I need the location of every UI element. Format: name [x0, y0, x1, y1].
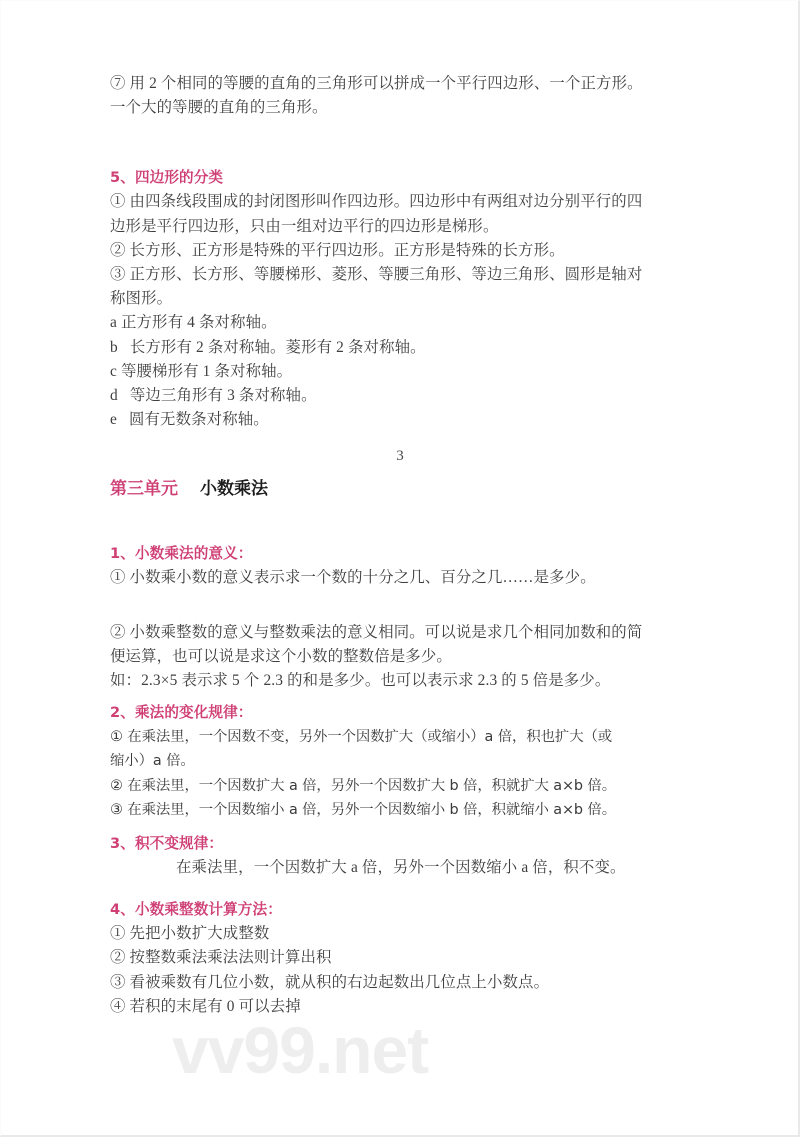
section-heading-1: 1、小数乘法的意义： — [110, 545, 253, 563]
paragraph-line: ② 长方形、正方形是特殊的平行四边形。正方形是特殊的长方形。 — [110, 241, 565, 259]
spacer — [110, 693, 690, 701]
unit-heading-title: 小数乘法 — [200, 479, 268, 500]
paragraph-line: a 正方形有 4 条对称轴。 — [110, 314, 277, 332]
section-heading-2: 2、乘法的变化规律： — [110, 704, 253, 722]
spacer — [110, 432, 690, 446]
paragraph-line: 缩小）a 倍。 — [110, 753, 195, 770]
spacer — [110, 502, 690, 542]
paragraph-line: ① 由四条线段围成的封闭图形叫作四边形。四边形中有两组对边分别平行的四 — [110, 193, 643, 211]
page-number: 3 — [396, 448, 404, 465]
paragraph-line: ③ 在乘法里，一个因数缩小 a 倍，另外一个因数缩小 b 倍，积就缩小 a×b 倍。 — [110, 801, 617, 818]
spacer — [110, 822, 690, 832]
spacer — [110, 591, 690, 621]
paragraph-line: ① 先把小数扩大成整数 — [110, 925, 270, 943]
document-content — [110, 72, 690, 1019]
paragraph-line: e 圆有无数条对称轴。 — [110, 411, 269, 429]
paragraph-line: ② 在乘法里，一个因数扩大 a 倍，另外一个因数扩大 b 倍，积就扩大 a×b 倍。 — [110, 777, 617, 794]
paragraph-line: 在乘法里，一个因数扩大 a 倍，另外一个因数缩小 a 倍，积不变。 — [176, 859, 626, 877]
paragraph-line: ① 在乘法里，一个因数不变，另外一个因数扩大（或缩小）a 倍，积也扩大（或 — [110, 729, 613, 746]
paragraph-line: b 长方形有 2 条对称轴。菱形有 2 条对称轴。 — [110, 338, 426, 356]
paragraph-line: ③ 正方形、长方形、等腰梯形、菱形、等腰三角形、等边三角形、圆形是轴对 — [110, 266, 643, 284]
unit-heading-label: 第三单元 — [110, 479, 178, 500]
paragraph-line: 称图形。 — [110, 290, 173, 308]
spacer — [110, 880, 690, 898]
section-heading-4: 4、小数乘整数计算方法： — [110, 901, 282, 919]
paragraph-line: c 等腰梯形有 1 条对称轴。 — [110, 362, 293, 380]
paragraph-line: 一个大的等腰的直角的三角形。 — [110, 99, 328, 117]
paragraph-line: 便运算，也可以说是求这个小数的整数倍是多少。 — [110, 647, 452, 665]
spacer — [110, 120, 690, 166]
paragraph-line: 如：2.3×5 表示求 5 个 2.3 的和是多少。也可以表示求 2.3 的 5 倍是多少。 — [110, 672, 611, 690]
paragraph-line: ⑦ 用 2 个相同的等腰的直角的三角形可以拼成一个平行四边形、一个正方形。 — [110, 75, 643, 92]
paragraph-line: d 等边三角形有 3 条对称轴。 — [110, 387, 317, 405]
paragraph-line: 边形是平行四边形，只由一组对边平行的四边形是梯形。 — [110, 217, 499, 235]
spacer — [110, 466, 690, 476]
section-heading-5: 5、四边形的分类 — [110, 169, 224, 187]
paragraph-line: ① 小数乘小数的意义表示求一个数的十分之几、百分之几……是多少。 — [110, 569, 596, 587]
unit-heading — [110, 476, 690, 502]
section-heading-3: 3、积不变规律： — [110, 835, 224, 853]
paragraph-line: ④ 若积的末尾有 0 可以去掉 — [110, 997, 301, 1015]
paragraph-line: ③ 看被乘数有几位小数，就从积的右边起数出几位点上小数点。 — [110, 973, 550, 991]
watermark-vv99net: vv99.net — [172, 1013, 429, 1087]
paragraph-line: ② 按整数乘法乘法法则计算出积 — [110, 949, 332, 967]
paragraph-line: ② 小数乘整数的意义与整数乘法的意义相同。可以说是求几个相同加数和的简 — [110, 623, 643, 641]
